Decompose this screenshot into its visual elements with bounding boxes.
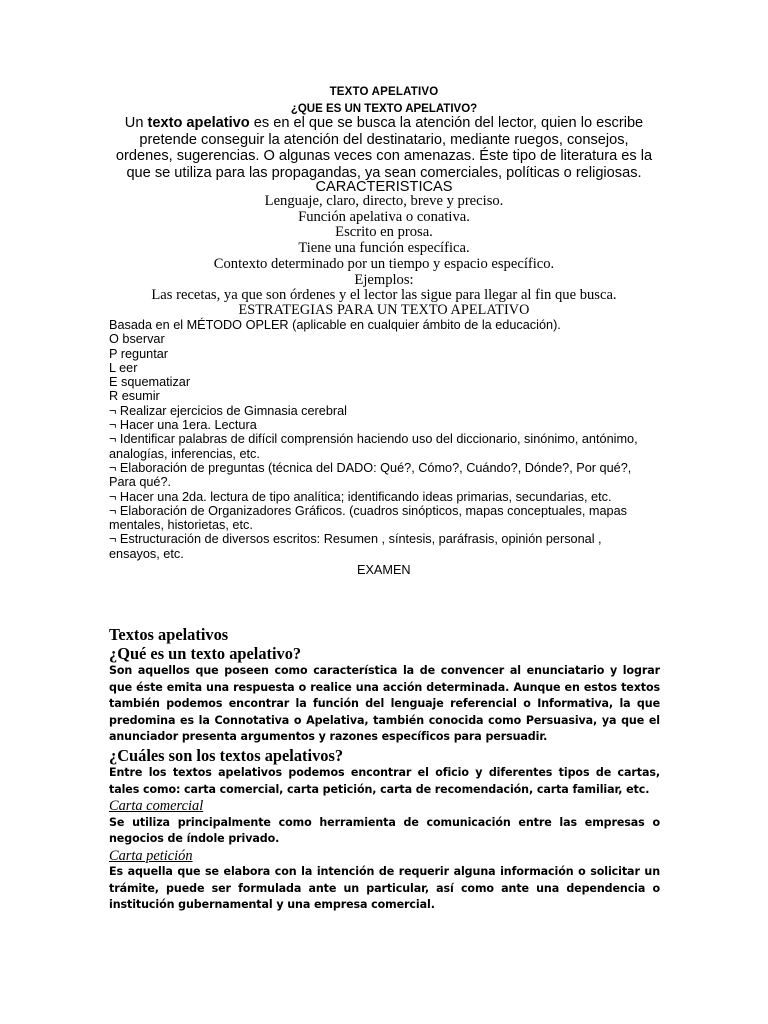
bottom-section	[109, 625, 660, 914]
paragraph-carta-comercial: Se utiliza principalmente como herramienta de comunicación entre las empresas o negocios de índole privado.	[109, 815, 660, 846]
list-item: E squematizar	[109, 375, 191, 390]
estrategias-heading: ESTRATEGIAS PARA UN TEXTO APELATIVO	[238, 302, 530, 318]
paragraph-carta-peticion: Es aquella que se elabora con la intención de requerir alguna información o solicitar un trámite, puede ser formulada ante un particular, así como ante una dependencia o institución gubernamental y una empresa comercial.	[109, 865, 660, 912]
paragraph-types: Entre los textos apelativos podemos encontrar el oficio y diferentes tipos de cartas, tales como: carta comercial, carta petición, carta de recomendación, carta familiar, etc.	[109, 765, 660, 796]
list-item: Para qué?.	[109, 475, 172, 490]
subheading-carta-peticion: Carta petición	[109, 847, 193, 864]
subheading-carta-comercial: Carta comercial	[109, 798, 204, 815]
list-item: Lenguaje, claro, directo, breve y preciso.	[264, 193, 504, 209]
caracteristicas-list	[0, 194, 768, 304]
list-item: R esumir	[109, 389, 160, 404]
section-heading-textos: Textos apelativos	[109, 625, 229, 644]
opler-list	[109, 318, 669, 561]
list-item: Escrito en prosa.	[335, 224, 433, 241]
intro-bold-term: texto apelativo	[147, 115, 250, 131]
paragraph-definition: Son aquellos que poseen como característica la de convencer al enunciatario y lograr que éste emita una respuesta o realice una acción determinada. Aunque en estos textos también podemos encontrar la función del lenguaje referencial o Informativa, la que predomina es la Connotativa o Apelativa, también conocida como Persuasiva, ya que el anunciador presenta argumentos y razones específicos para persuadir.	[109, 664, 660, 744]
list-item: Ejemplos:	[354, 271, 414, 288]
list-item: mentales, historietas, etc.	[109, 518, 253, 533]
list-item: ¬ Hacer una 1era. Lectura	[109, 418, 257, 433]
list-item: Función apelativa o conativa.	[298, 208, 470, 225]
list-item: ¬ Identificar palabras de difícil comprensión haciendo uso del diccionario, sinónimo, antónimo,	[109, 432, 638, 447]
list-item: Las recetas, ya que son órdenes y el lector las sigue para llegar al fin que busca.	[151, 287, 617, 304]
list-item: ¬ Hacer una 2da. lectura de tipo analítica; identificando ideas primarias, secundarias, etc.	[109, 489, 612, 504]
list-item: ¬ Estructuración de diversos escritos: Resumen , síntesis, paráfrasis, opinión personal ,	[109, 532, 602, 547]
doc-question: ¿QUE ES UN TEXTO APELATIVO?	[290, 103, 478, 115]
list-item: analogías, inferencias, etc.	[109, 446, 260, 461]
list-item: L eer	[109, 360, 138, 375]
intro-prefix: Un	[124, 115, 148, 131]
list-item: P reguntar	[109, 346, 169, 361]
caracteristicas-heading: CARACTERISTICAS	[315, 179, 453, 195]
doc-title: TEXTO APELATIVO	[329, 86, 439, 98]
list-item: ensayos, etc.	[109, 546, 184, 561]
list-item: O bservar	[109, 332, 165, 347]
section-heading-que-es: ¿Qué es un texto apelativo?	[109, 644, 302, 663]
list-item: ¬ Elaboración de preguntas (técnica del DADO: Qué?, Cómo?, Cuándo?, Dónde?, Por qué?,	[109, 460, 632, 475]
intro-paragraph	[110, 115, 658, 181]
examen-label: EXAMEN	[357, 563, 411, 577]
list-item: Contexto determinado por un tiempo y espacio específico.	[213, 255, 555, 272]
list-item: Basada en el MÉTODO OPLER (aplicable en cualquier ámbito de la educación).	[109, 318, 561, 332]
list-item: ¬ Realizar ejercicios de Gimnasia cerebral	[109, 403, 347, 418]
list-item: Tiene una función específica.	[298, 240, 470, 257]
intro-rest: es en el que se busca la atención del lector, quien lo escribe pretende conseguir la atención del destinatario, mediante ruegos, consejos, ordenes, sugerencias. O algunas veces con amenazas. Éste tipo de literatura es la que se utiliza para las propagandas, ya sean comerciales, políticas o religiosas.	[115, 115, 653, 181]
list-item: ¬ Elaboración de Organizadores Gráficos. (cuadros sinópticos, mapas conceptuales, mapas	[109, 503, 627, 518]
section-heading-cuales: ¿Cuáles son los textos apelativos?	[109, 745, 344, 765]
